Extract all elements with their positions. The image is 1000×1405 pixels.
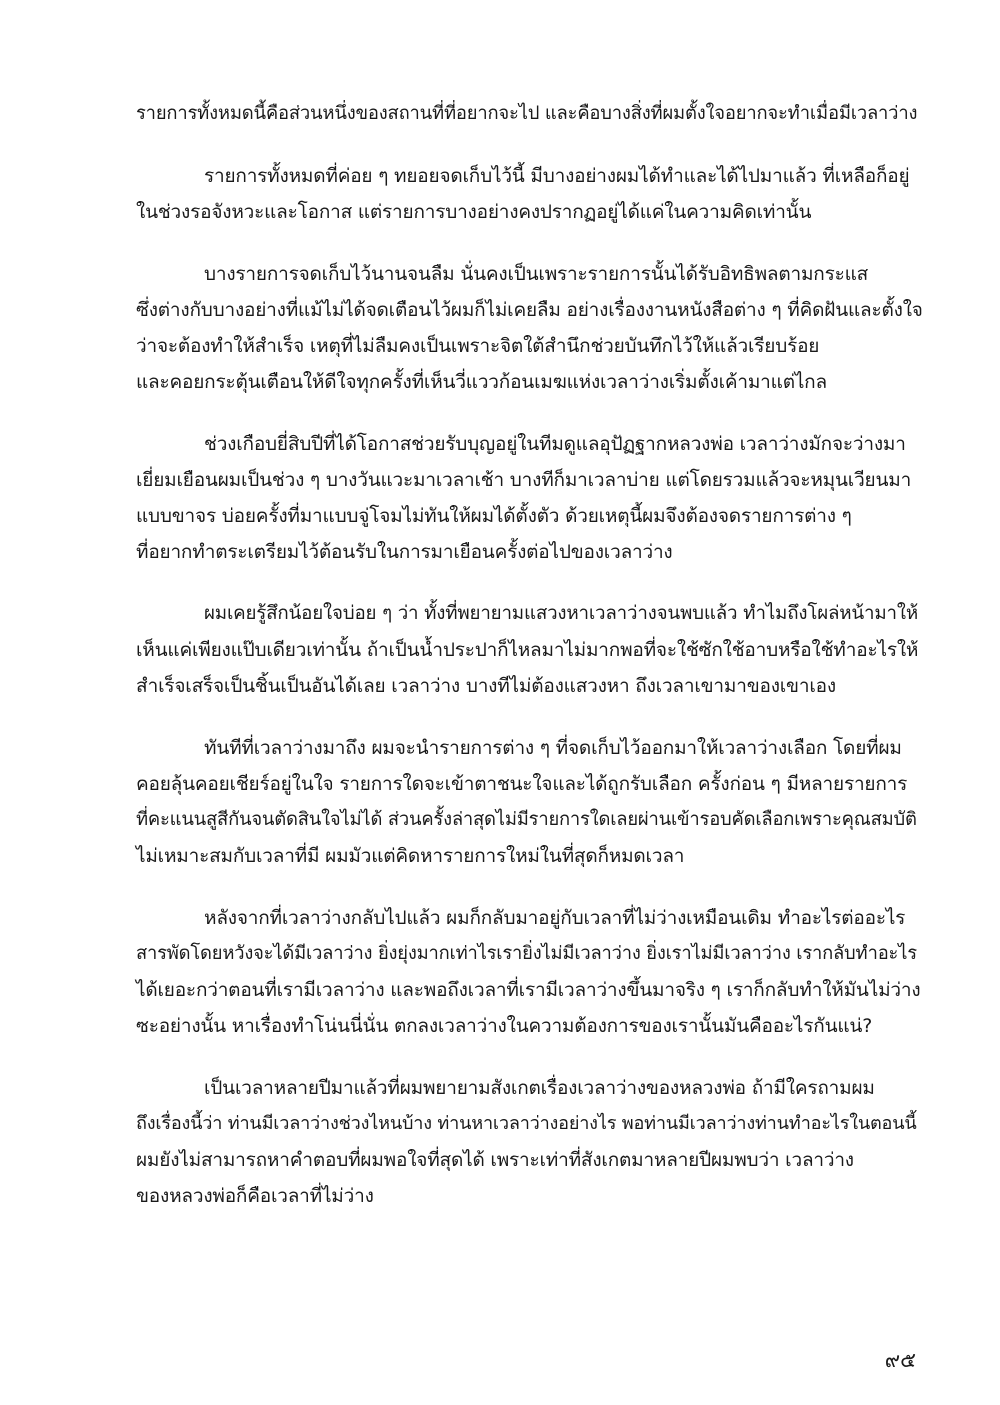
text-line: ถึงเรื่องนี้ว่า ท่านมีเวลาว่างช่วงไหนบ้าง ท่านหาเวลาว่างอย่างไร พอท่านมีเวลาว่างท่านทำอะไรในตอนนี้ bbox=[136, 1113, 917, 1134]
text-line: ว่าจะต้องทำให้สำเร็จ เหตุที่ไม่ลืมคงเป็นเพราะจิตใต้สำนึกช่วยบันทึกไว้ให้แล้วเรียบร้อย bbox=[136, 335, 820, 357]
text-line: เยี่ยมเยือนผมเป็นช่วง ๆ บางวันแวะมาเวลาเช้า บางทีก็มาเวลาบ่าย แต่โดยรวมแล้วจะหมุนเวียนมา bbox=[136, 469, 912, 491]
paragraph-3 bbox=[136, 256, 926, 400]
text-line: และคอยกระตุ้นเตือนให้ดีใจทุกครั้งที่เห็นวี่แววก้อนเมฆแห่งเวลาว่างเริ่มตั้งเค้ามาแต่ไกล bbox=[136, 371, 827, 393]
paragraph-6 bbox=[136, 730, 926, 874]
text-line: ซะอย่างนั้น หาเรื่องทำโน่นนี่นั่น ตกลงเวลาว่างในความต้องการของเรานั้นมันคืออะไรกันแน่? bbox=[136, 1015, 873, 1037]
text-line: บางรายการจดเก็บไว้นานจนลืม นั่นคงเป็นเพราะรายการนั้นได้รับอิทธิพลตามกระแส bbox=[204, 263, 869, 285]
text-line: ช่วงเกือบยี่สิบปีที่ได้โอกาสช่วยรับบุญอยู่ในทีมดูแลอุปัฏฐากหลวงพ่อ เวลาว่างมักจะว่างมา bbox=[204, 433, 906, 455]
text-line: ผมยังไม่สามารถหาคำตอบที่ผมพอใจที่สุดได้ เพราะเท่าที่สังเกตมาหลายปีผมพบว่า เวลาว่าง bbox=[136, 1149, 854, 1171]
page-number: ๙๕ bbox=[884, 1348, 916, 1372]
text-line: ได้เยอะกว่าตอนที่เรามีเวลาว่าง และพอถึงเวลาที่เรามีเวลาว่างขึ้นมาจริง ๆ เราก็กลับทำให้มันไม่ว่าง bbox=[136, 979, 921, 1001]
paragraph-2 bbox=[136, 158, 926, 230]
text-line: ที่คะแนนสูสีกันจนตัดสินใจไม่ได้ ส่วนครั้งล่าสุดไม่มีรายการใดเลยผ่านเข้ารอบคัดเลือกเพราะคุณสมบัติ bbox=[136, 809, 917, 830]
text-line: ของหลวงพ่อก็คือเวลาที่ไม่ว่าง bbox=[136, 1185, 374, 1207]
text-line: ในช่วงรอจังหวะและโอกาส แต่รายการบางอย่างคงปรากฏอยู่ได้แค่ในความคิดเท่านั้น bbox=[136, 201, 812, 223]
text-line: รายการทั้งหมดนี้คือส่วนหนึ่งของสถานที่ที่อยากจะไป และคือบางสิ่งที่ผมตั้งใจอยากจะทำเมื่อมีเวลาว่าง bbox=[136, 103, 918, 124]
text-line: ที่อยากทำตระเตรียมไว้ต้อนรับในการมาเยือนครั้งต่อไปของเวลาว่าง bbox=[136, 541, 673, 563]
text-line: สำเร็จเสร็จเป็นชิ้นเป็นอันได้เลย เวลาว่าง บางทีไม่ต้องแสวงหา ถึงเวลาเขามาของเขาเอง bbox=[136, 675, 836, 697]
text-line: เป็นเวลาหลายปีมาแล้วที่ผมพยายามสังเกตเรื่องเวลาว่างของหลวงพ่อ ถ้ามีใครถามผม bbox=[204, 1077, 875, 1099]
text-line: แบบขาจร บ่อยครั้งที่มาแบบจู่โจมไม่ทันให้ผมได้ตั้งตัว ด้วยเหตุนี้ผมจึงต้องจดรายการต่าง ๆ bbox=[136, 505, 852, 527]
text-line: สารพัดโดยหวังจะได้มีเวลาว่าง ยิ่งยุ่งมากเท่าไรเรายิ่งไม่มีเวลาว่าง ยิ่งเราไม่มีเวลาว่าง เรากลับทำอะไร bbox=[136, 943, 917, 964]
paragraph-7 bbox=[136, 900, 926, 1044]
text-line: หลังจากที่เวลาว่างกลับไปแล้ว ผมก็กลับมาอยู่กับเวลาที่ไม่ว่างเหมือนเดิม ทำอะไรต่ออะไร bbox=[204, 907, 906, 929]
text-line: คอยลุ้นคอยเชียร์อยู่ในใจ รายการใดจะเข้าตาชนะใจและได้ถูกรับเลือก ครั้งก่อน ๆ มีหลายรายการ bbox=[136, 773, 908, 795]
paragraph-8 bbox=[136, 1070, 926, 1214]
paragraph-4 bbox=[136, 426, 926, 570]
paragraph-5 bbox=[136, 596, 926, 704]
paragraph-1 bbox=[136, 96, 926, 132]
text-line: รายการทั้งหมดที่ค่อย ๆ ทยอยจดเก็บไว้นี้ มีบางอย่างผมได้ทำและได้ไปมาแล้ว ที่เหลือก็อยู่ bbox=[204, 165, 910, 187]
text-line: ผมเคยรู้สึกน้อยใจบ่อย ๆ ว่า ทั้งที่พยายามแสวงหาเวลาว่างจนพบแล้ว ทำไมถึงโผล่หน้ามาให้ bbox=[204, 603, 918, 624]
body-text bbox=[136, 96, 926, 1240]
text-line: ซึ่งต่างกับบางอย่างที่แม้ไม่ได้จดเตือนไว้ผมก็ไม่เคยลืม อย่างเรื่องงานหนังสือต่าง ๆ ที่คิดฝันและตั้งใจ bbox=[136, 299, 923, 321]
text-line: ไม่เหมาะสมกับเวลาที่มี ผมมัวแต่คิดหารายการใหม่ในที่สุดก็หมดเวลา bbox=[136, 845, 685, 867]
text-line: ทันทีที่เวลาว่างมาถึง ผมจะนำรายการต่าง ๆ ที่จดเก็บไว้ออกมาให้เวลาว่างเลือก โดยที่ผม bbox=[204, 737, 902, 759]
text-line: เห็นแค่เพียงแป๊บเดียวเท่านั้น ถ้าเป็นน้ำประปาก็ไหลมาไม่มากพอที่จะใช้ซักใช้อาบหรือใช้ทำอะไรให้ bbox=[136, 639, 919, 661]
